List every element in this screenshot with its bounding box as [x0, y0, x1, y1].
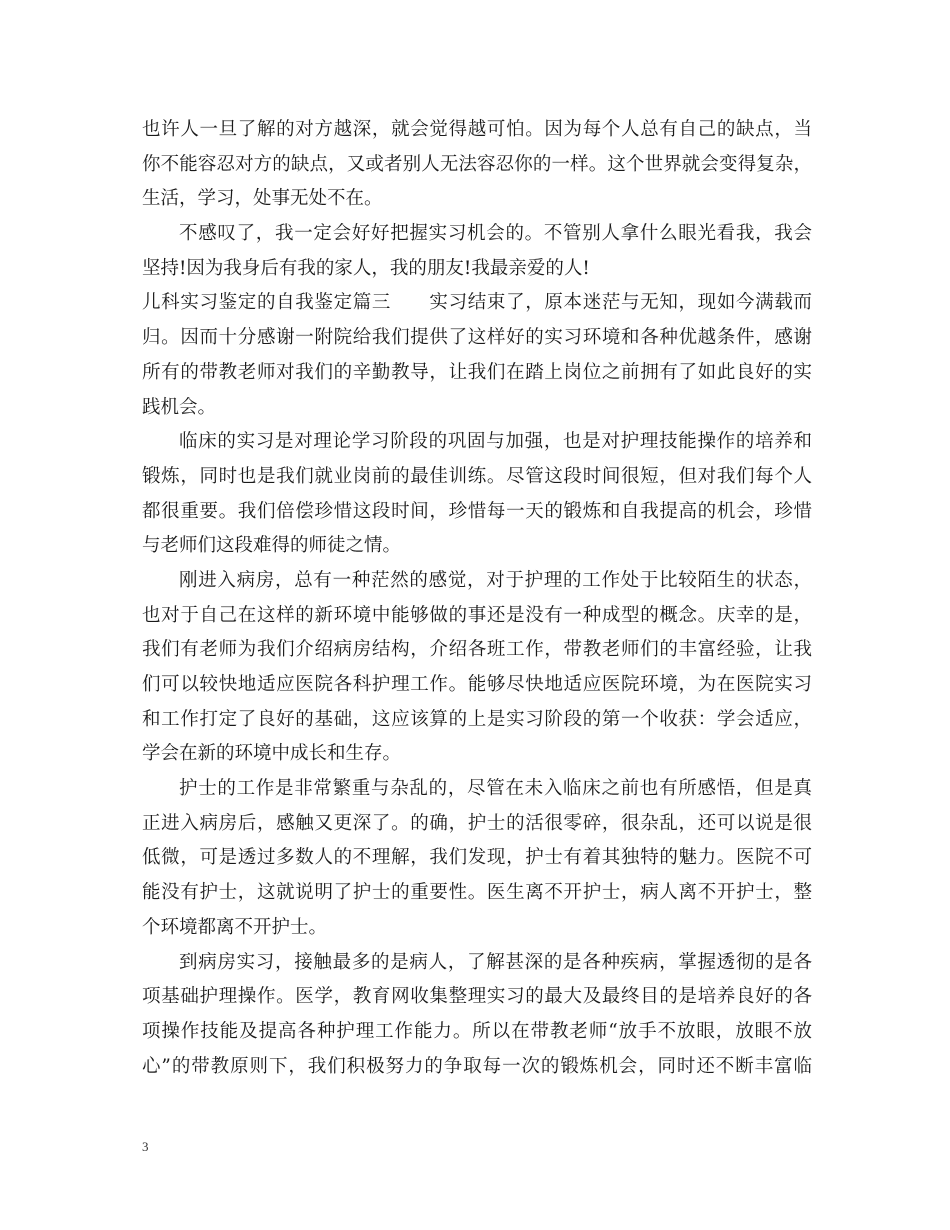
text-line: 也对于自己在这样的新环境中能够做的事还是没有一种成型的概念。庆幸的是，	[142, 604, 812, 626]
text-line: 护士的工作是非常繁重与杂乱的，尽管在未入临床之前也有所感悟，但是真	[179, 778, 812, 800]
text-line: 低微，可是透过多数人的不理解，我们发现，护士有着其独特的魅力。医院不可	[142, 847, 812, 869]
text-line: 项基础护理操作。医学，教育网收集整理实习的最大及最终目的是培养良好的各	[142, 986, 812, 1008]
text-line: 所有的带教老师对我们的辛勤教导，让我们在踏上岗位之前拥有了如此良好的实	[142, 361, 812, 383]
text-line: 与老师们这段难得的师徒之情。	[142, 535, 402, 557]
text-line: 正进入病房后，感触又更深了。的确，护士的活很零碎，很杂乱，还可以说是很	[142, 812, 812, 834]
text-line: 坚持!因为我身后有我的家人，我的朋友!我最亲爱的人!	[142, 257, 590, 279]
text-line: 学会在新的环境中成长和生存。	[142, 743, 402, 765]
text-line: 项操作技能及提高各种护理工作能力。所以在带教老师“放手不放眼，放眼不放	[142, 1020, 812, 1042]
text-line: 我们有老师为我们介绍病房结构，介绍各班工作，带教老师们的丰富经验，让我	[142, 639, 812, 661]
text-line: 和工作打定了良好的基础，这应该算的上是实习阶段的第一个收获：学会适应，	[142, 708, 812, 730]
section-heading-line: 儿科实习鉴定的自我鉴定篇三 实习结束了，原本迷茫与无知，现如今满载而	[142, 292, 812, 314]
text-line: 心”的带教原则下，我们积极努力的争取每一次的锻炼机会，同时还不断丰富临	[142, 1055, 812, 1077]
text-line: 个环境都离不开护士。	[142, 916, 328, 938]
text-line: 能没有护士，这就说明了护士的重要性。医生离不开护士，病人离不开护士，整	[142, 882, 812, 904]
text-line: 生活，学习，处事无处不在。	[142, 188, 383, 210]
text-line: 到病房实习，接触最多的是病人，了解甚深的是各种疾病，掌握透彻的是各	[179, 951, 812, 973]
page-number: 3	[142, 1139, 149, 1154]
text-line: 刚进入病房，总有一种茫然的感觉，对于护理的工作处于比较陌生的状态，	[179, 569, 812, 591]
text-line: 临床的实习是对理论学习阶段的巩固与加强，也是对护理技能操作的培养和	[179, 431, 812, 453]
text-line: 都很重要。我们倍偿珍惜这段时间，珍惜每一天的锻炼和自我提高的机会，珍惜	[142, 500, 812, 522]
text-line: 锻炼，同时也是我们就业岗前的最佳训练。尽管这段时间很短，但对我们每个人	[142, 465, 812, 487]
body-text	[142, 113, 812, 1084]
text-line: 也许人一旦了解的对方越深，就会觉得越可怕。因为每个人总有自己的缺点，当	[142, 119, 812, 140]
text-line: 不感叹了，我一定会好好把握实习机会的。不管别人拿什么眼光看我，我会	[179, 223, 812, 245]
text-line: 们可以较快地适应医院各科护理工作。能够尽快地适应医院环境，为在医院实习	[142, 674, 812, 695]
text-line: 践机会。	[142, 396, 217, 418]
text-line: 你不能容忍对方的缺点，又或者别人无法容忍你的一样。这个世界就会变得复杂，	[142, 153, 812, 175]
text-line: 归。因而十分感谢一附院给我们提供了这样好的实习环境和各种优越条件，感谢	[142, 327, 812, 349]
